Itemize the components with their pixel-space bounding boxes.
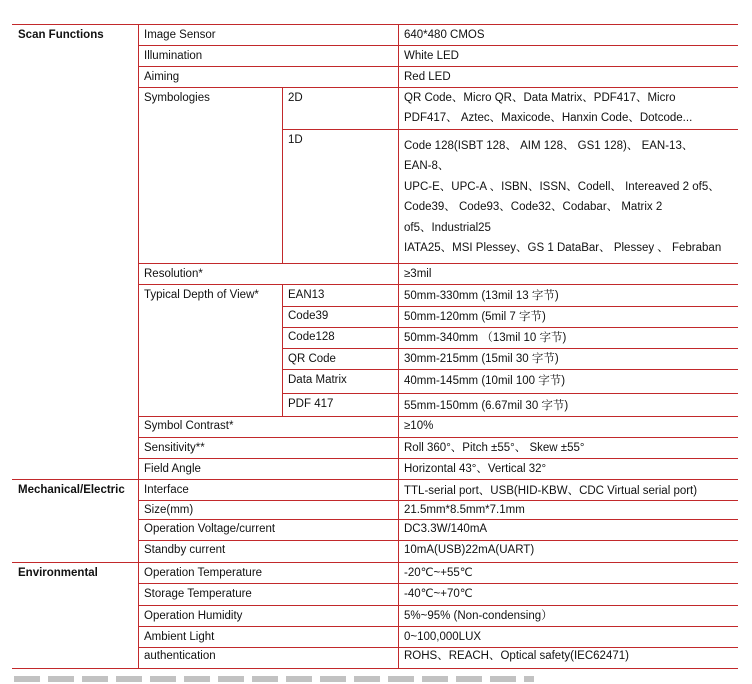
row-divider bbox=[282, 327, 738, 328]
row-divider bbox=[282, 306, 738, 307]
spec-value: ROHS、REACH、Optical safety(IEC62471) bbox=[404, 650, 629, 662]
spec-label: Image Sensor bbox=[144, 29, 216, 41]
row-divider bbox=[138, 540, 738, 541]
spec-label: Sensitivity** bbox=[144, 442, 205, 454]
row-divider bbox=[138, 519, 738, 520]
spec-label: Field Angle bbox=[144, 463, 201, 475]
spec-value-line: PDF417、 Aztec、Maxicode、Hanxin Code、Dotcode... bbox=[404, 112, 693, 124]
category-environmental: Environmental bbox=[18, 567, 98, 579]
spec-value-line: of5、Industrial25 bbox=[404, 222, 491, 234]
spec-value-line: EAN-8、 bbox=[404, 160, 450, 172]
spec-value: 50mm-330mm (13mil 13 字节) bbox=[404, 290, 559, 302]
spec-value: TTL-serial port、USB(HID-KBW、CDC Virtual serial port) bbox=[404, 485, 698, 497]
spec-sublabel: Code39 bbox=[288, 310, 329, 322]
category-mechanical-electric: Mechanical/Electric bbox=[18, 484, 125, 496]
spec-label: Operation Humidity bbox=[144, 610, 243, 622]
spec-sublabel: EAN13 bbox=[288, 289, 325, 301]
column-divider bbox=[398, 24, 399, 668]
spec-sublabel: 1D bbox=[288, 134, 303, 146]
spec-value: Red LED bbox=[404, 71, 451, 83]
spec-value-line: Code 128(ISBT 128、 AIM 128、 GS1 128)、 EAN-13、 bbox=[404, 140, 694, 152]
row-divider bbox=[282, 348, 738, 349]
row-divider bbox=[138, 263, 738, 264]
spec-label: Typical Depth of View* bbox=[144, 289, 259, 301]
spec-value: 640*480 CMOS bbox=[404, 29, 485, 41]
spec-sublabel: Data Matrix bbox=[288, 374, 347, 386]
row-divider bbox=[282, 369, 738, 370]
spec-label: authentication bbox=[144, 650, 216, 662]
column-divider bbox=[138, 24, 139, 668]
spec-value: 50mm-120mm (5mil 7 字节) bbox=[404, 311, 546, 323]
column-divider bbox=[282, 87, 283, 263]
spec-label: Symbologies bbox=[144, 92, 210, 104]
row-divider bbox=[138, 416, 738, 417]
row-divider bbox=[138, 45, 738, 46]
spec-label: Symbol Contrast* bbox=[144, 420, 234, 432]
spec-label: Standby current bbox=[144, 544, 226, 556]
spec-value: Horizontal 43°、Vertical 32° bbox=[404, 463, 547, 475]
spec-value: 55mm-150mm (6.67mil 30 字节) bbox=[404, 400, 569, 412]
spec-label: Operation Temperature bbox=[144, 567, 263, 579]
row-divider bbox=[282, 393, 738, 394]
spec-sublabel: 2D bbox=[288, 92, 303, 104]
table-bottom-border bbox=[12, 668, 738, 669]
spec-label: Resolution* bbox=[144, 268, 203, 280]
row-divider bbox=[138, 66, 738, 67]
spec-sublabel: PDF 417 bbox=[288, 398, 334, 410]
row-divider bbox=[138, 437, 738, 438]
row-divider bbox=[138, 284, 738, 285]
spec-value-line: UPC-E、UPC-A 、ISBN、ISSN、Codell、 Intereaved 2 of5、 bbox=[404, 181, 720, 193]
spec-value-line: IATA25、MSI Plessey、GS 1 DataBar、 Plessey 、 Febraban bbox=[404, 242, 722, 254]
section-divider bbox=[12, 479, 738, 480]
spec-value-line: QR Code、Micro QR、Data Matrix、PDF417、Micro bbox=[404, 92, 676, 104]
row-divider bbox=[138, 583, 738, 584]
spec-label: Storage Temperature bbox=[144, 588, 252, 600]
spec-value: White LED bbox=[404, 50, 459, 62]
row-divider bbox=[282, 129, 738, 130]
spec-sublabel: QR Code bbox=[288, 353, 336, 365]
section-divider bbox=[12, 562, 738, 563]
spec-sublabel: Code128 bbox=[288, 331, 335, 343]
spec-value-line: Code39、 Code93、Code32、Codabar、 Matrix 2 bbox=[404, 201, 663, 213]
spec-label: Illumination bbox=[144, 50, 203, 62]
column-divider bbox=[282, 284, 283, 416]
spec-label: Ambient Light bbox=[144, 631, 215, 643]
spec-value: -40℃~+70℃ bbox=[404, 588, 473, 600]
category-scan-functions: Scan Functions bbox=[18, 29, 104, 41]
spec-value: Roll 360°、Pitch ±55°、 Skew ±55° bbox=[404, 442, 585, 454]
spec-value: ≥3mil bbox=[404, 268, 432, 280]
spec-value: 10mA(USB)22mA(UART) bbox=[404, 544, 535, 556]
spec-label: Size(mm) bbox=[144, 504, 194, 516]
row-divider bbox=[138, 647, 738, 648]
cropped-footnote-strip bbox=[14, 676, 534, 682]
spec-label: Interface bbox=[144, 484, 189, 496]
row-divider bbox=[138, 605, 738, 606]
row-divider bbox=[138, 626, 738, 627]
spec-label: Aiming bbox=[144, 71, 180, 83]
spec-value: 50mm-340mm （13mil 10 字节) bbox=[404, 332, 567, 344]
spec-value: -20℃~+55℃ bbox=[404, 567, 473, 579]
row-divider bbox=[138, 87, 738, 88]
table-top-border bbox=[12, 24, 738, 25]
spec-value: ≥10% bbox=[404, 420, 434, 432]
spec-value: 40mm-145mm (10mil 100 字节) bbox=[404, 375, 566, 387]
spec-value: 30mm-215mm (15mil 30 字节) bbox=[404, 353, 559, 365]
spec-value: 5%~95% (Non-condensing） bbox=[404, 610, 553, 622]
spec-value: 21.5mm*8.5mm*7.1mm bbox=[404, 504, 525, 516]
row-divider bbox=[138, 458, 738, 459]
spec-value: DC3.3W/140mA bbox=[404, 523, 488, 535]
row-divider bbox=[138, 500, 738, 501]
spec-label: Operation Voltage/current bbox=[144, 523, 276, 535]
spec-value: 0~100,000LUX bbox=[404, 631, 482, 643]
